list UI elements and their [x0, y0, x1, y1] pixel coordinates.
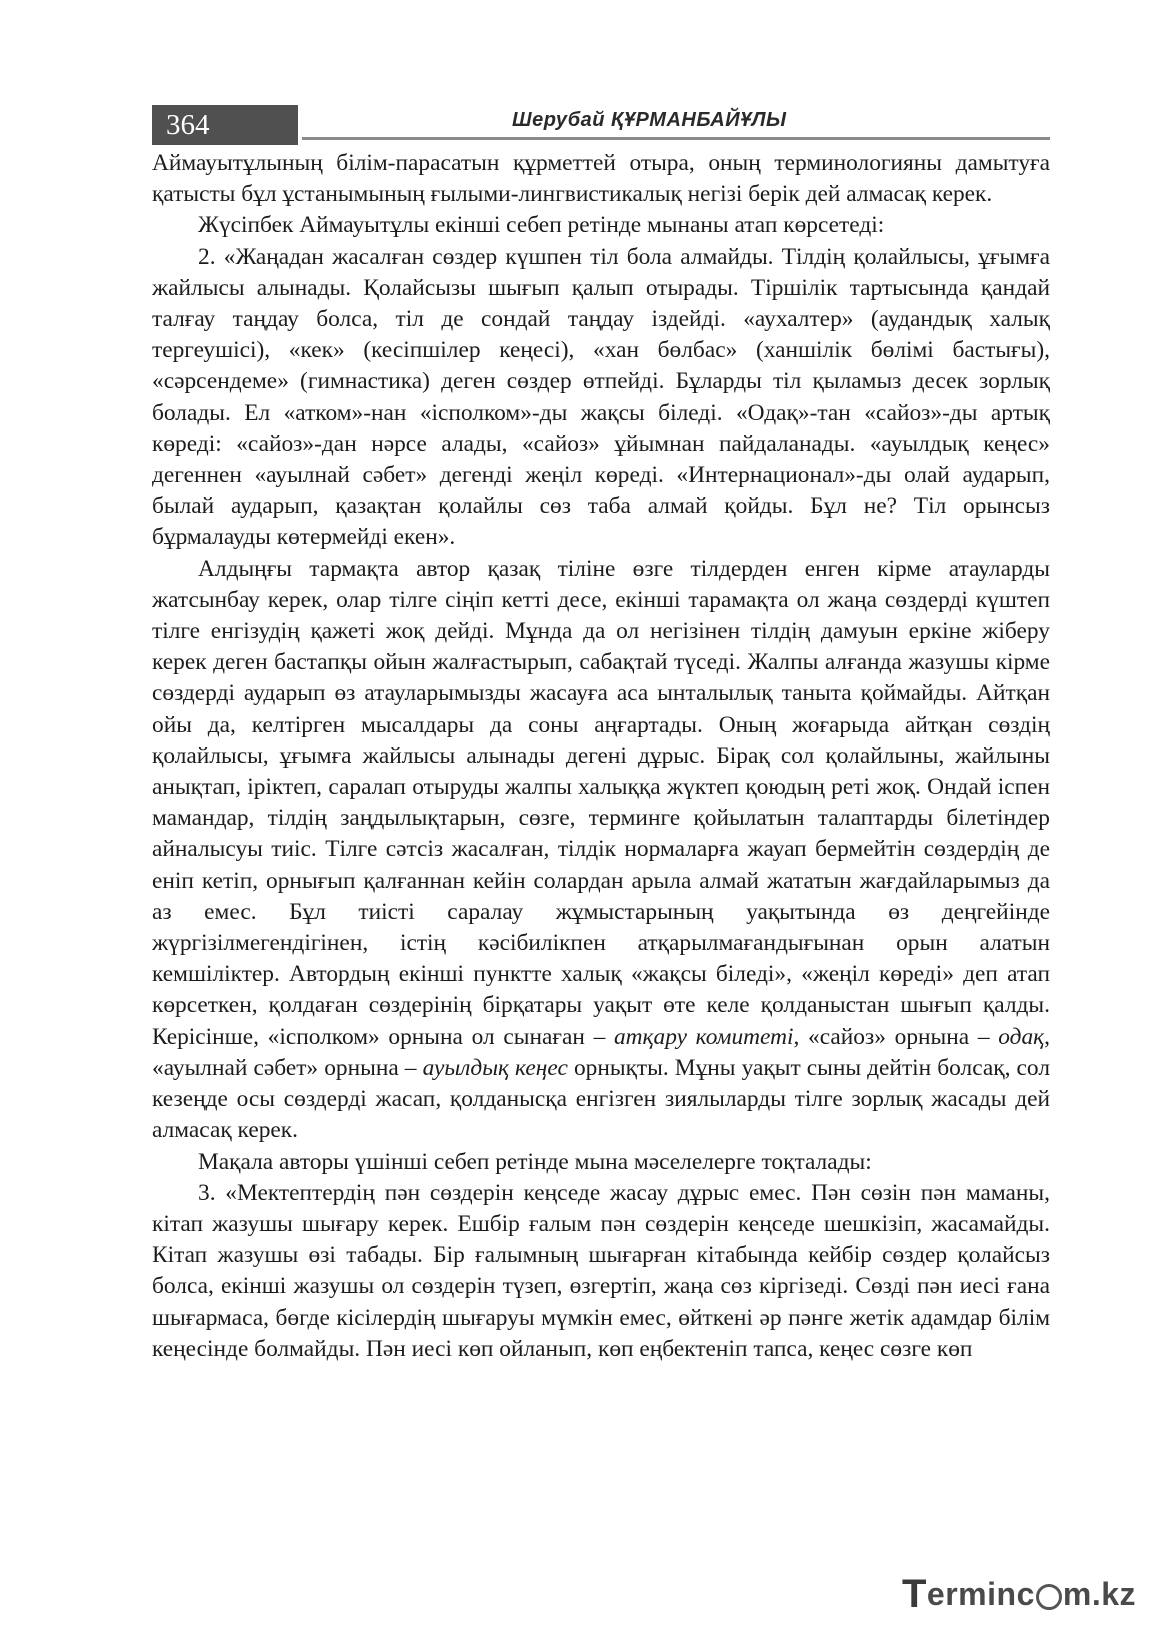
paragraph-4-mid1: , «сайоз» орнына –	[793, 1023, 999, 1050]
italic-term-1: атқару комитеті	[613, 1023, 794, 1050]
paragraph-4-tail: орнықты. Мұны уақыт сыны дейтін болсақ, сол кезеңде осы сөздерді жасап, қолданысқа енгізген зиялыларды тілге зорлық жасады дей алмасақ керек.	[152, 1054, 1050, 1144]
italic-term-2: одақ	[998, 1023, 1045, 1050]
paragraph-3: 2. «Жаңадан жасалған сөздер күшпен тіл бола алмайды. Тілдің қолайлысы, ұғымға жайлысы алынады. Қолайсызы шығып қалып отырады. Тіршілік тартысында қандай талғау таңдау болса, тіл де сондай таңдау іздейді. «аухалтер» (аудандық халық тергеушісі), «кек» (кесіпшілер кеңесі), «хан бөлбас» (ханшілік бөлімі бастығы), «сәрсендеме» (гимнастика) деген сөздер өтпейді. Бұларды тіл қыламыз десек зорлық болады. Ел «атком»-нан «ісполком»-ды жақсы біледі. «Одақ»-тан «сайоз»-ды артық көреді: «сайоз»-дан нәрсе алады, «сайоз» ұйымнан пайдаланады. «ауылдық кеңес» дегеннен «ауылнай сәбет» дегенді жеңіл көреді. «Интернационал»-ды олай аударып, былай аударып, қазақтан қолайлы сөз таба алмай қойды. Бұл не? Тіл орынсыз бұрмалауды көтермейді екен».	[152, 243, 1050, 551]
running-head: Шерубай ҚҰРМАНБАЙҰЛЫ	[512, 109, 787, 131]
paragraph-4-mid2: , «ауылнай сәбет» орнына –	[152, 1023, 1050, 1081]
globe-icon	[1036, 1584, 1062, 1610]
watermark-last: m.kz	[1062, 1576, 1136, 1612]
paragraph-4	[152, 554, 1050, 1147]
paragraph-2: Жүсіпбек Аймауытұлы екінші себеп ретінде мынаны атап көрсетеді:	[198, 212, 885, 239]
paragraph-1: Аймауытұлының білім-парасатын құрметтей отыра, оның терминологияны дамытуға қатысты бұл ұстанымының ғылыми-лингвистикалық негізі берік дей алмасақ керек.	[152, 150, 1050, 208]
paragraph-6: 3. «Мектептердің пән сөздерін кеңседе жасау дұрыс емес. Пән сөзін пән маманы, кітап жазушы шығару керек. Ешбір ғалым пән сөздерін кеңседе шешкізіп, жасамайды. Кітап жазушы өзі табады. Бір ғалымның шығарған кітабында кейбір сөздер қолайсыз болса, екінші жазушы ол сөздерін түзеп, өзгертіп, жаңа сөз кіргізеді. Сөзді пән иесі ғана шығармаса, бөгде кісілердің шығаруы мүмкін емес, өйткені әр пәнге жетік адамдар білім кеңесінде болмайды. Пән иесі көп ойланып, көп еңбектеніп тапса, кеңес сөзге көп	[152, 1179, 1050, 1362]
page-header	[152, 105, 1050, 145]
watermark-mid: erminc	[926, 1576, 1035, 1612]
termincom-watermark	[902, 1572, 1136, 1617]
page-number: 364	[152, 105, 298, 145]
italic-term-3: ауылдық кеңес	[422, 1054, 568, 1081]
body-text	[152, 148, 1050, 1365]
paragraph-4-text: Алдыңғы тармақта автор қазақ тіліне өзге тілдерден енген кірме атауларды жатсынбау керек, олар тілге сіңіп кетті десе, екінші тарамақта ол жаңа сөздерді күштеп тілге енгізудің қажеті жоқ дейді. Мұнда да ол негізінен тілдің дамуын еркіне жіберу керек деген бастапқы ойын жалғастырып, сабақтай түседі. Жалпы алғанда жазушы кірме сөздерді аударып өз атауларымызды жасауға аса ынталылық таныта қоймайды. Айтқан ойы да, келтірген мысалдары да соны аңғартады. Оның жоғарыда айтқан сөздің қолайлысы, ұғымға жайлысы алынады дегені дұрыс. Бірақ сол қолайлыны, жайлыны анықтап, іріктеп, саралап отыруды жалпы халыққа жүктеп қоюдың реті жоқ. Ондай іспен мамандар, тілдің заңдылықтарын, сөзге, терминге қойылатын талаптарды білетіндер айналысуы тиіс. Тілге сәтсіз жасалған, тілдік нормаларға жауап бермейтін сөздердің де еніп кетіп, орнығып қалғаннан кейін солардан арыла алмай жататын жағдайларымыз да аз емес. Бұл тиісті саралау жұмыстарының уақытында өз деңгейінде жүргізілмегендігінен, істің кәсібилікпен атқарылмағандығынан орын алатын кемшіліктер. Автордың екінші пунктте халық «жақсы біледі», «жеңіл көреді» деп атап көрсеткен, қолдаған сөздерінің бірқатары уақыт өте келе қолданыстан шығып қалды. Керісінше, «ісполком» орнына ол сынаған –	[152, 555, 1050, 1050]
header-rule	[302, 137, 1050, 140]
watermark-first: T	[901, 1572, 927, 1616]
paragraph-5: Мақала авторы үшінші себеп ретінде мына мәселелерге тоқталады:	[198, 1148, 872, 1175]
